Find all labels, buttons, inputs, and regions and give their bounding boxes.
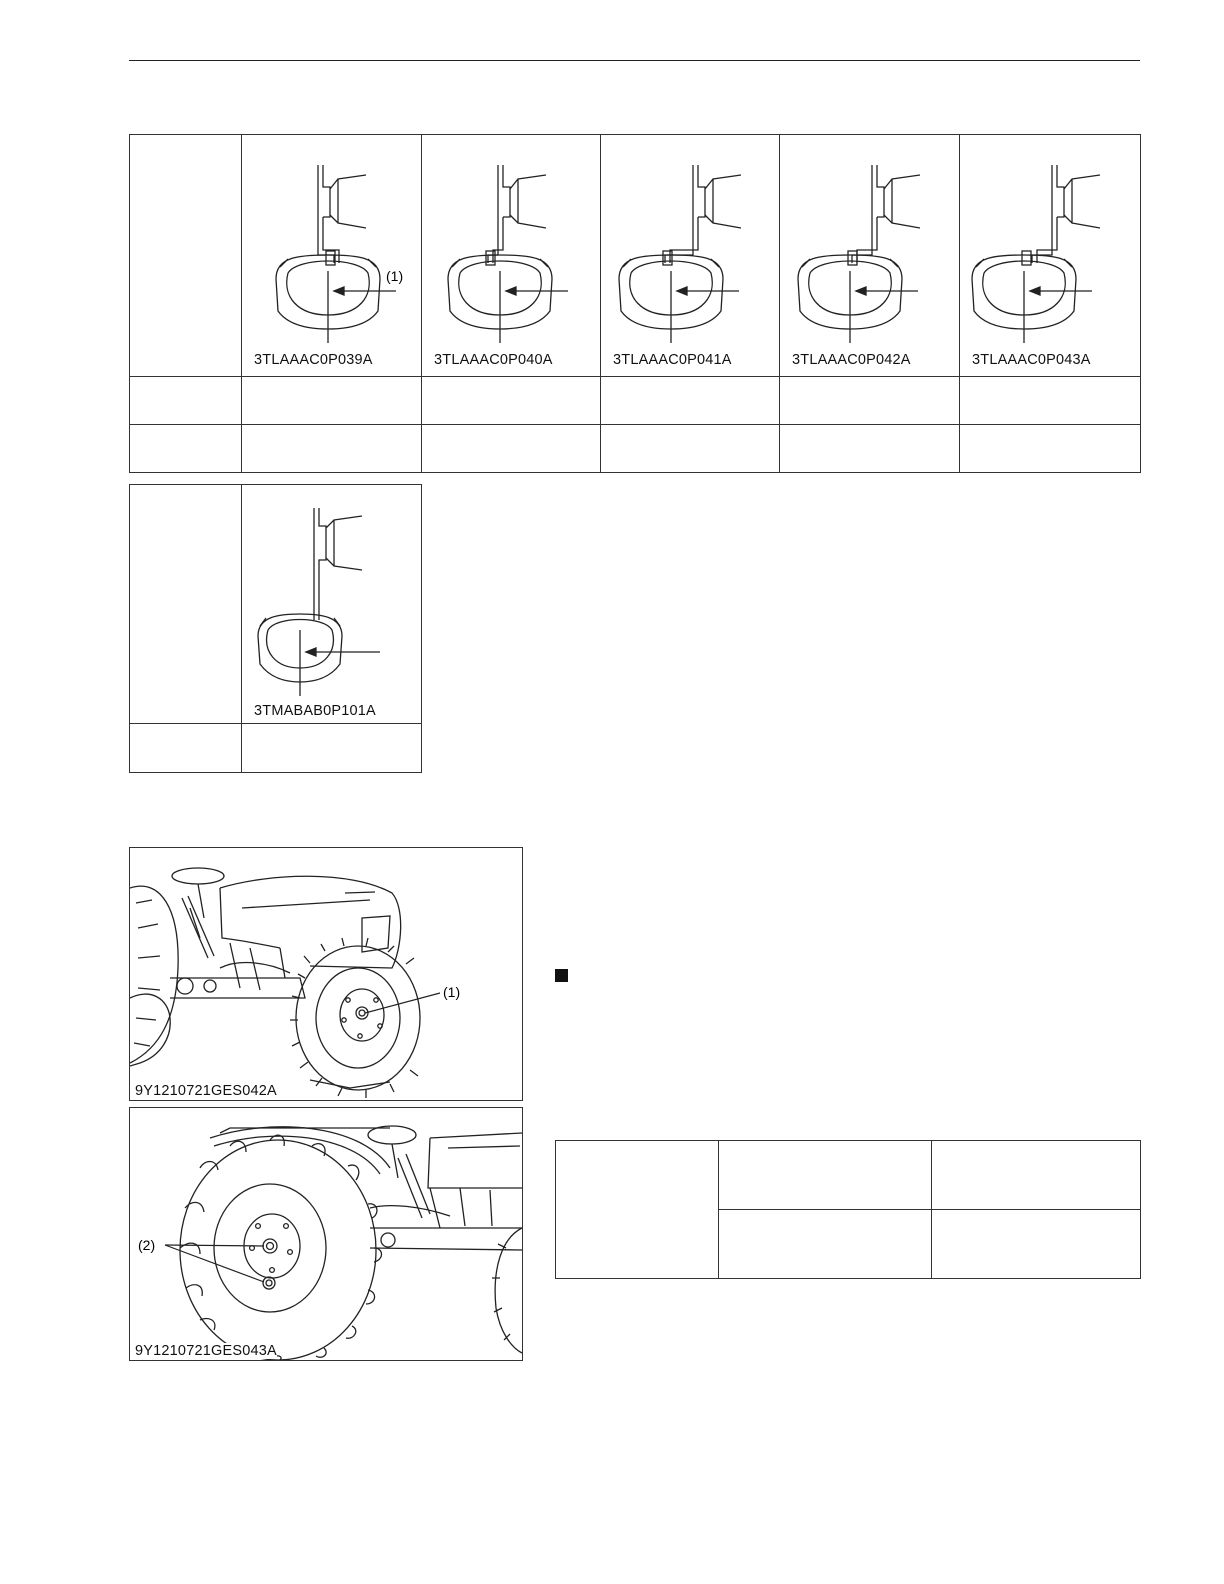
wheel-diagram [601, 135, 779, 376]
table-cell [130, 377, 242, 425]
figure-caption: 3TLAAAC0P039A [254, 352, 373, 368]
table-cell [130, 724, 242, 773]
tractor-front-illustration [130, 848, 522, 1100]
wheel-section-drawing [960, 135, 1139, 376]
wheel-diagram [242, 485, 421, 723]
table-cell [932, 1141, 1141, 1210]
table-cell [422, 425, 601, 473]
tractor-rear-illustration [130, 1108, 522, 1360]
table-cell [556, 1141, 719, 1279]
wheel-setting-table-2 [129, 484, 422, 773]
row-label-cell [130, 485, 242, 724]
table-cell [242, 425, 422, 473]
table-cell [960, 425, 1141, 473]
wheel-setting-table [129, 134, 1141, 473]
wheel-diagram [780, 135, 959, 376]
wheel-figure-cell [780, 135, 960, 377]
table-cell [960, 377, 1141, 425]
figure-caption: 3TLAAAC0P041A [613, 352, 732, 368]
header-rule [129, 60, 1140, 61]
table-cell [242, 724, 422, 773]
wheel-diagram [422, 135, 600, 376]
figure-caption: 3TLAAAC0P040A [434, 352, 553, 368]
section-bullet-icon [555, 969, 568, 982]
row-label-cell [130, 135, 242, 377]
table-cell [719, 1210, 932, 1279]
wheel-section-drawing [242, 485, 421, 723]
tractor-front-wheel-photo [129, 847, 523, 1101]
photo-caption: 9Y1210721GES043A [135, 1343, 277, 1359]
wheel-figure-cell [242, 135, 422, 377]
wheel-diagram [960, 135, 1140, 376]
photo-caption: 9Y1210721GES042A [135, 1083, 277, 1099]
callout-label: (2) [138, 1237, 156, 1253]
figure-caption: 3TMABAB0P101A [254, 703, 376, 719]
wheel-section-drawing [422, 135, 601, 376]
table-cell [719, 1141, 932, 1210]
table-cell [130, 425, 242, 473]
wheel-section-drawing [780, 135, 959, 376]
figure-caption: 3TLAAAC0P042A [792, 352, 911, 368]
wheel-figure-cell [242, 485, 422, 724]
wheel-figure-cell [422, 135, 601, 377]
wheel-section-drawing [601, 135, 780, 376]
callout-label: (1) [443, 984, 461, 1000]
figure-caption: 3TLAAAC0P043A [972, 352, 1091, 368]
table-cell [780, 425, 960, 473]
table-cell [932, 1210, 1141, 1279]
wheel-section-drawing [242, 135, 421, 376]
table-cell [780, 377, 960, 425]
table-cell [601, 377, 780, 425]
table-cell [601, 425, 780, 473]
callout-label: (1) [386, 268, 404, 284]
table-cell [422, 377, 601, 425]
tractor-rear-wheel-photo [129, 1107, 523, 1361]
table-cell [242, 377, 422, 425]
wheel-figure-cell [960, 135, 1141, 377]
specification-table [555, 1140, 1141, 1279]
wheel-figure-cell [601, 135, 780, 377]
wheel-diagram [242, 135, 421, 376]
